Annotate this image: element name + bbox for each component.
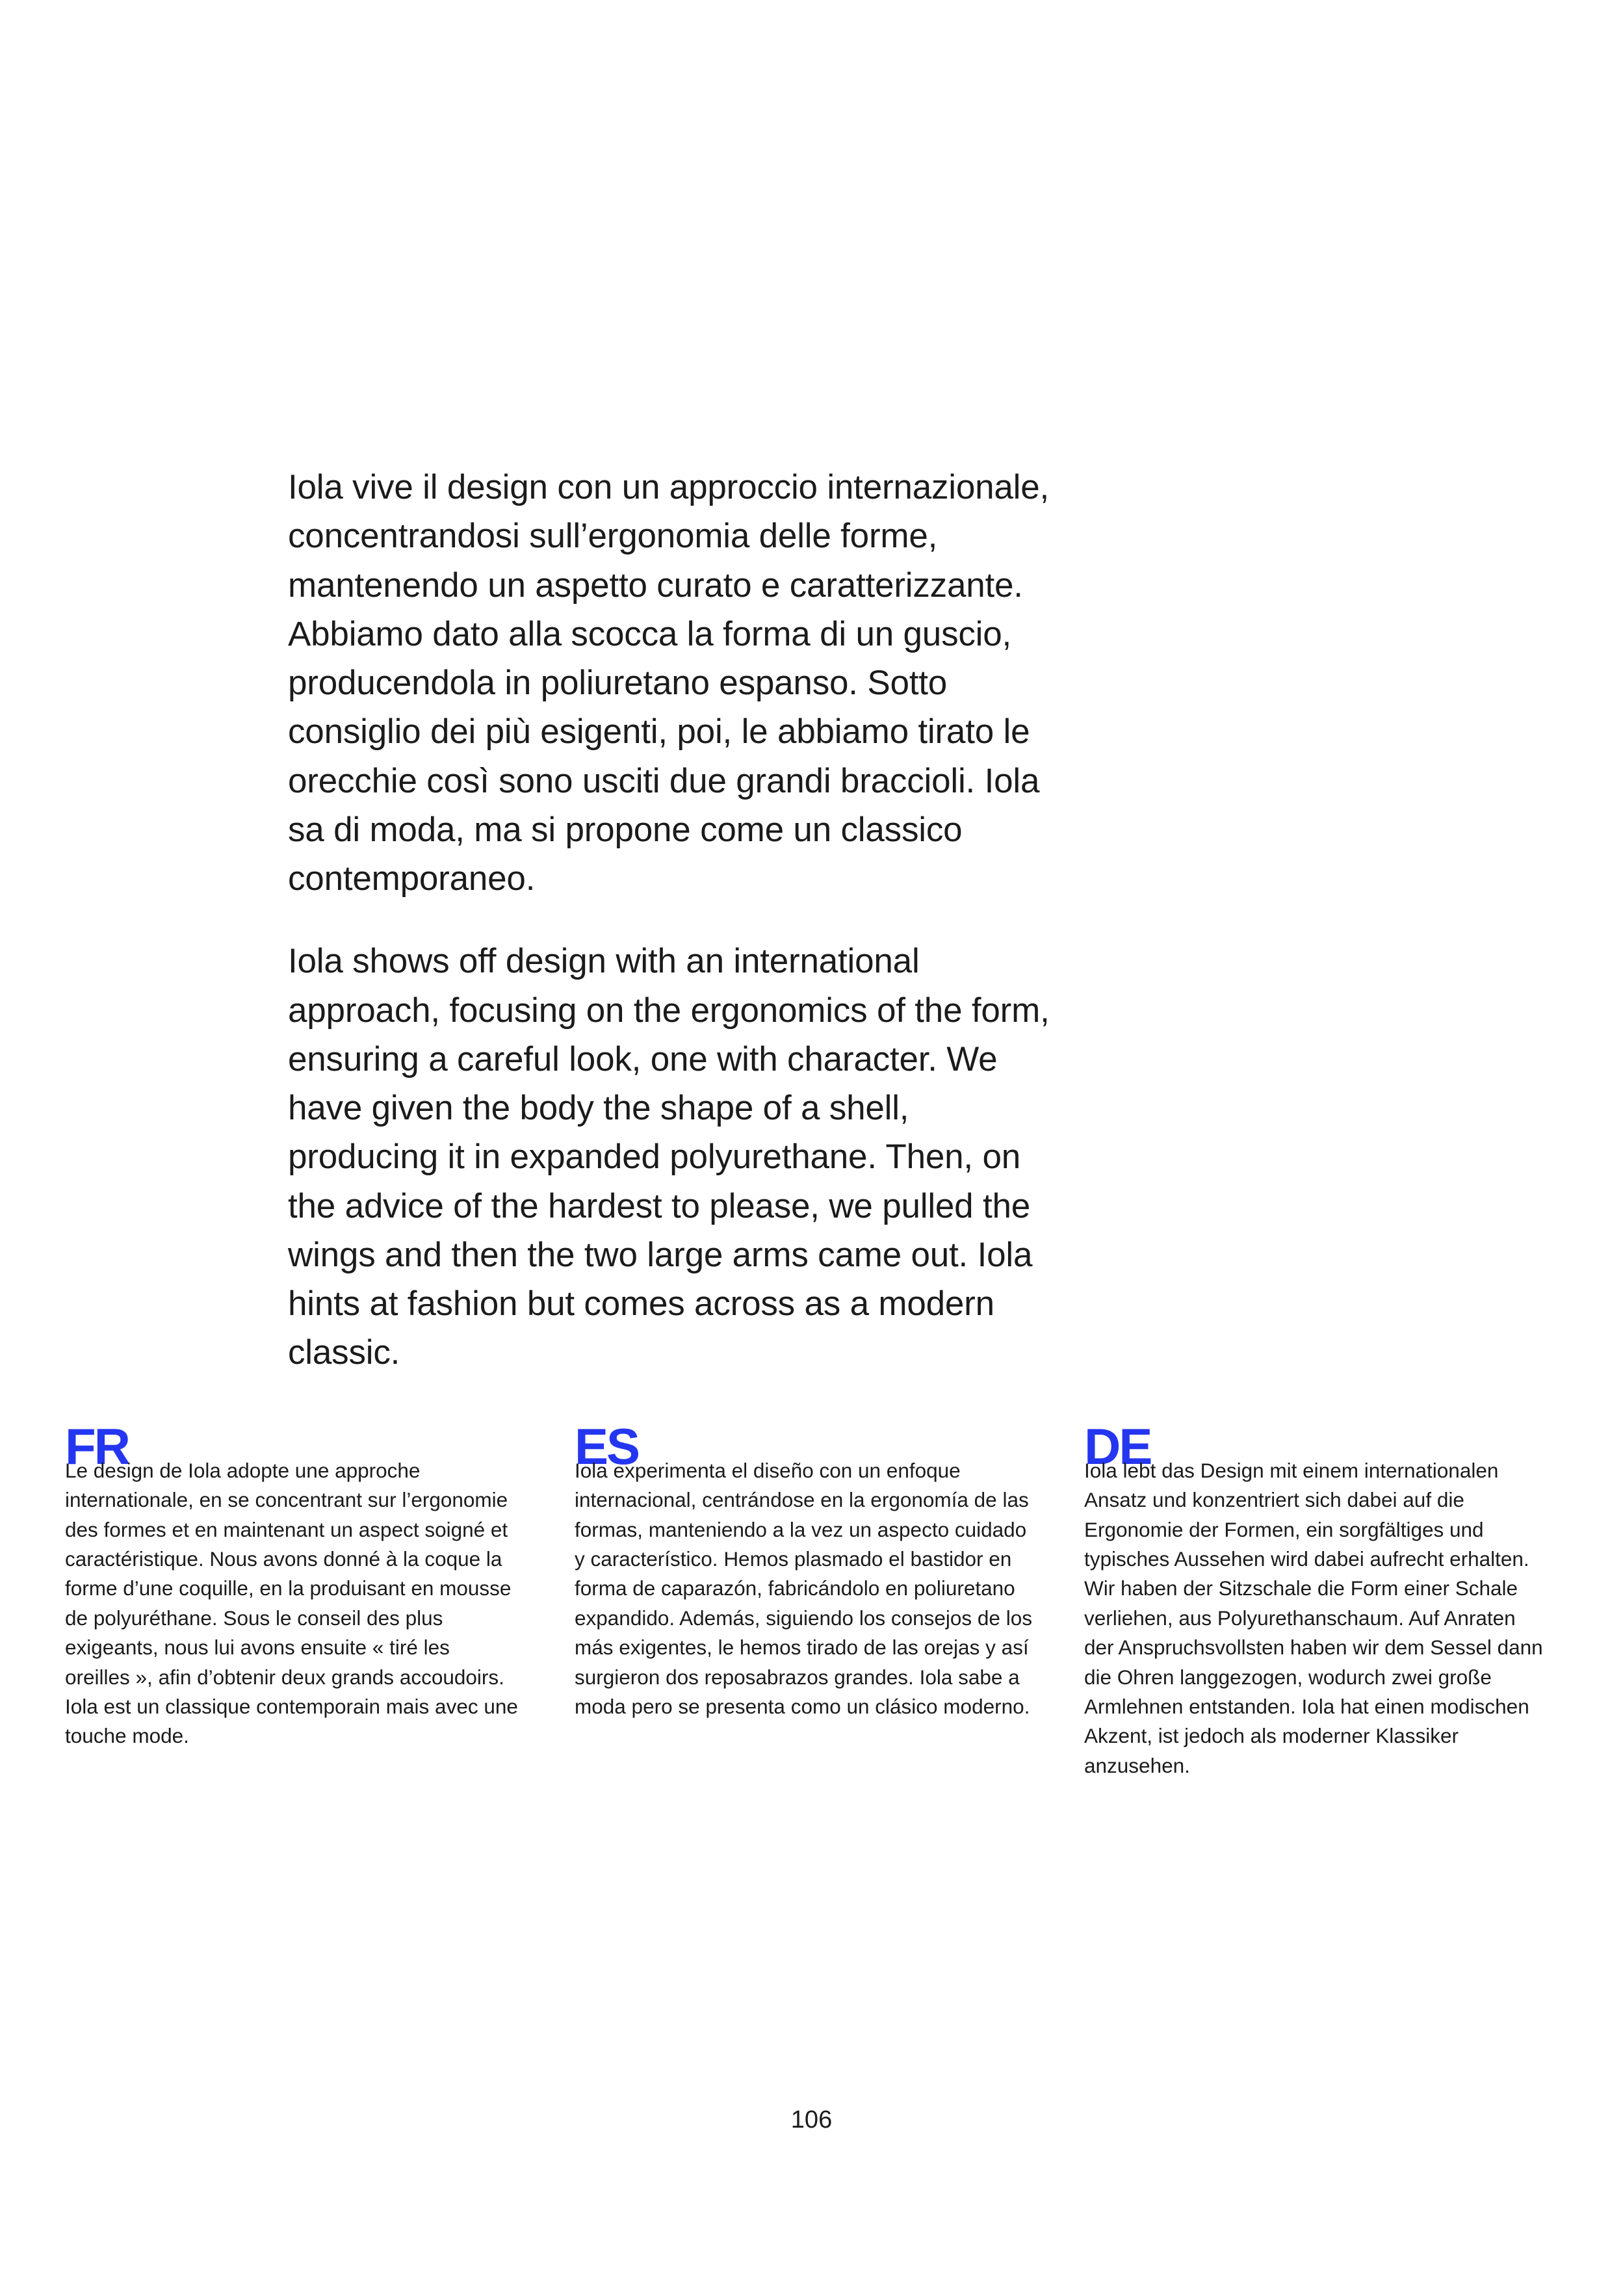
language-tag-fr: FR [65,1418,129,1475]
paragraph-english: Iola shows off design with an international approach, focusing on the ergonomics of the form, ensuring a careful look, one with character. We have given the body the shape of a shell, producing it in expanded polyurethane. Then, on the advice of the hardest to please, we pulled the wings and then the two large arms came out. Iola hints at fashion but comes across as a modern classic. [288,942,1050,1372]
paragraph-italian: Iola vive il design con un approccio internazionale, concentrandosi sull’ergonomia delle forme, mantenendo un aspetto curato e caratterizzante. Abbiamo dato alla scocca la forma di un guscio, producendola in poliuretano espanso. Sotto consiglio dei più esigenti, poi, le abbiamo tirato le orecchie così sono usciti due grandi braccioli. Iola sa di moda, ma si propone come un classico contemporaneo. [288,468,1050,898]
page-number: 106 [790,2106,833,2133]
paragraph-german: Iola lebt das Design mit einem internationalen Ansatz und konzentriert sich dabei auf die Ergonomie der Formen, ein sorgfältiges und typisches Aussehen wird dabei aufrecht erhalten. Wir haben der Sitzschale die Form einer Schale verliehen, aus Polyurethanschaum. Auf Anraten der Anspruchsvollsten haben wir dem Sessel dann die Ohren langgezogen, wodurch zwei große Armlehnen entstanden. Iola hat einen modischen Akzent, ist jedoch als moderner Klassiker anzusehen. [1084,1459,1543,1777]
language-column-fr [65,1418,530,1781]
language-column-de [1084,1418,1550,1781]
language-columns [65,1418,1560,1781]
language-column-es [575,1418,1040,1781]
paragraph-french: Le design de Iola adopte une approche internationale, en se concentrant sur l’ergonomie des formes et en maintenant un aspect soigné et caractéristique. Nous avons donné à la coque la forme d’une coquille, en la produisant en mousse de polyuréthane. Sous le conseil des plus exigeants, nous lui avons ensuite « tiré les oreilles », afin d’obtenir deux grands accoudoirs. Iola est un classique contemporain mais avec une touche mode. [65,1459,518,1748]
language-tag-es: ES [575,1418,639,1475]
paragraph-spanish: Iola experimenta el diseño con un enfoque internacional, centrándose en la ergonomía de las formas, manteniendo a la vez un aspecto cuidado y característico. Hemos plasmado el bastidor en forma de caparazón, fabricándolo en poliuretano expandido. Además, siguiendo los consejos de los más exigentes, le hemos tirado de las orejas y así surgieron dos reposabrazos grandes. Iola sabe a moda pero se presenta como un clásico moderno. [575,1459,1032,1718]
main-text-column [288,463,1061,1377]
language-tag-de: DE [1084,1418,1151,1475]
